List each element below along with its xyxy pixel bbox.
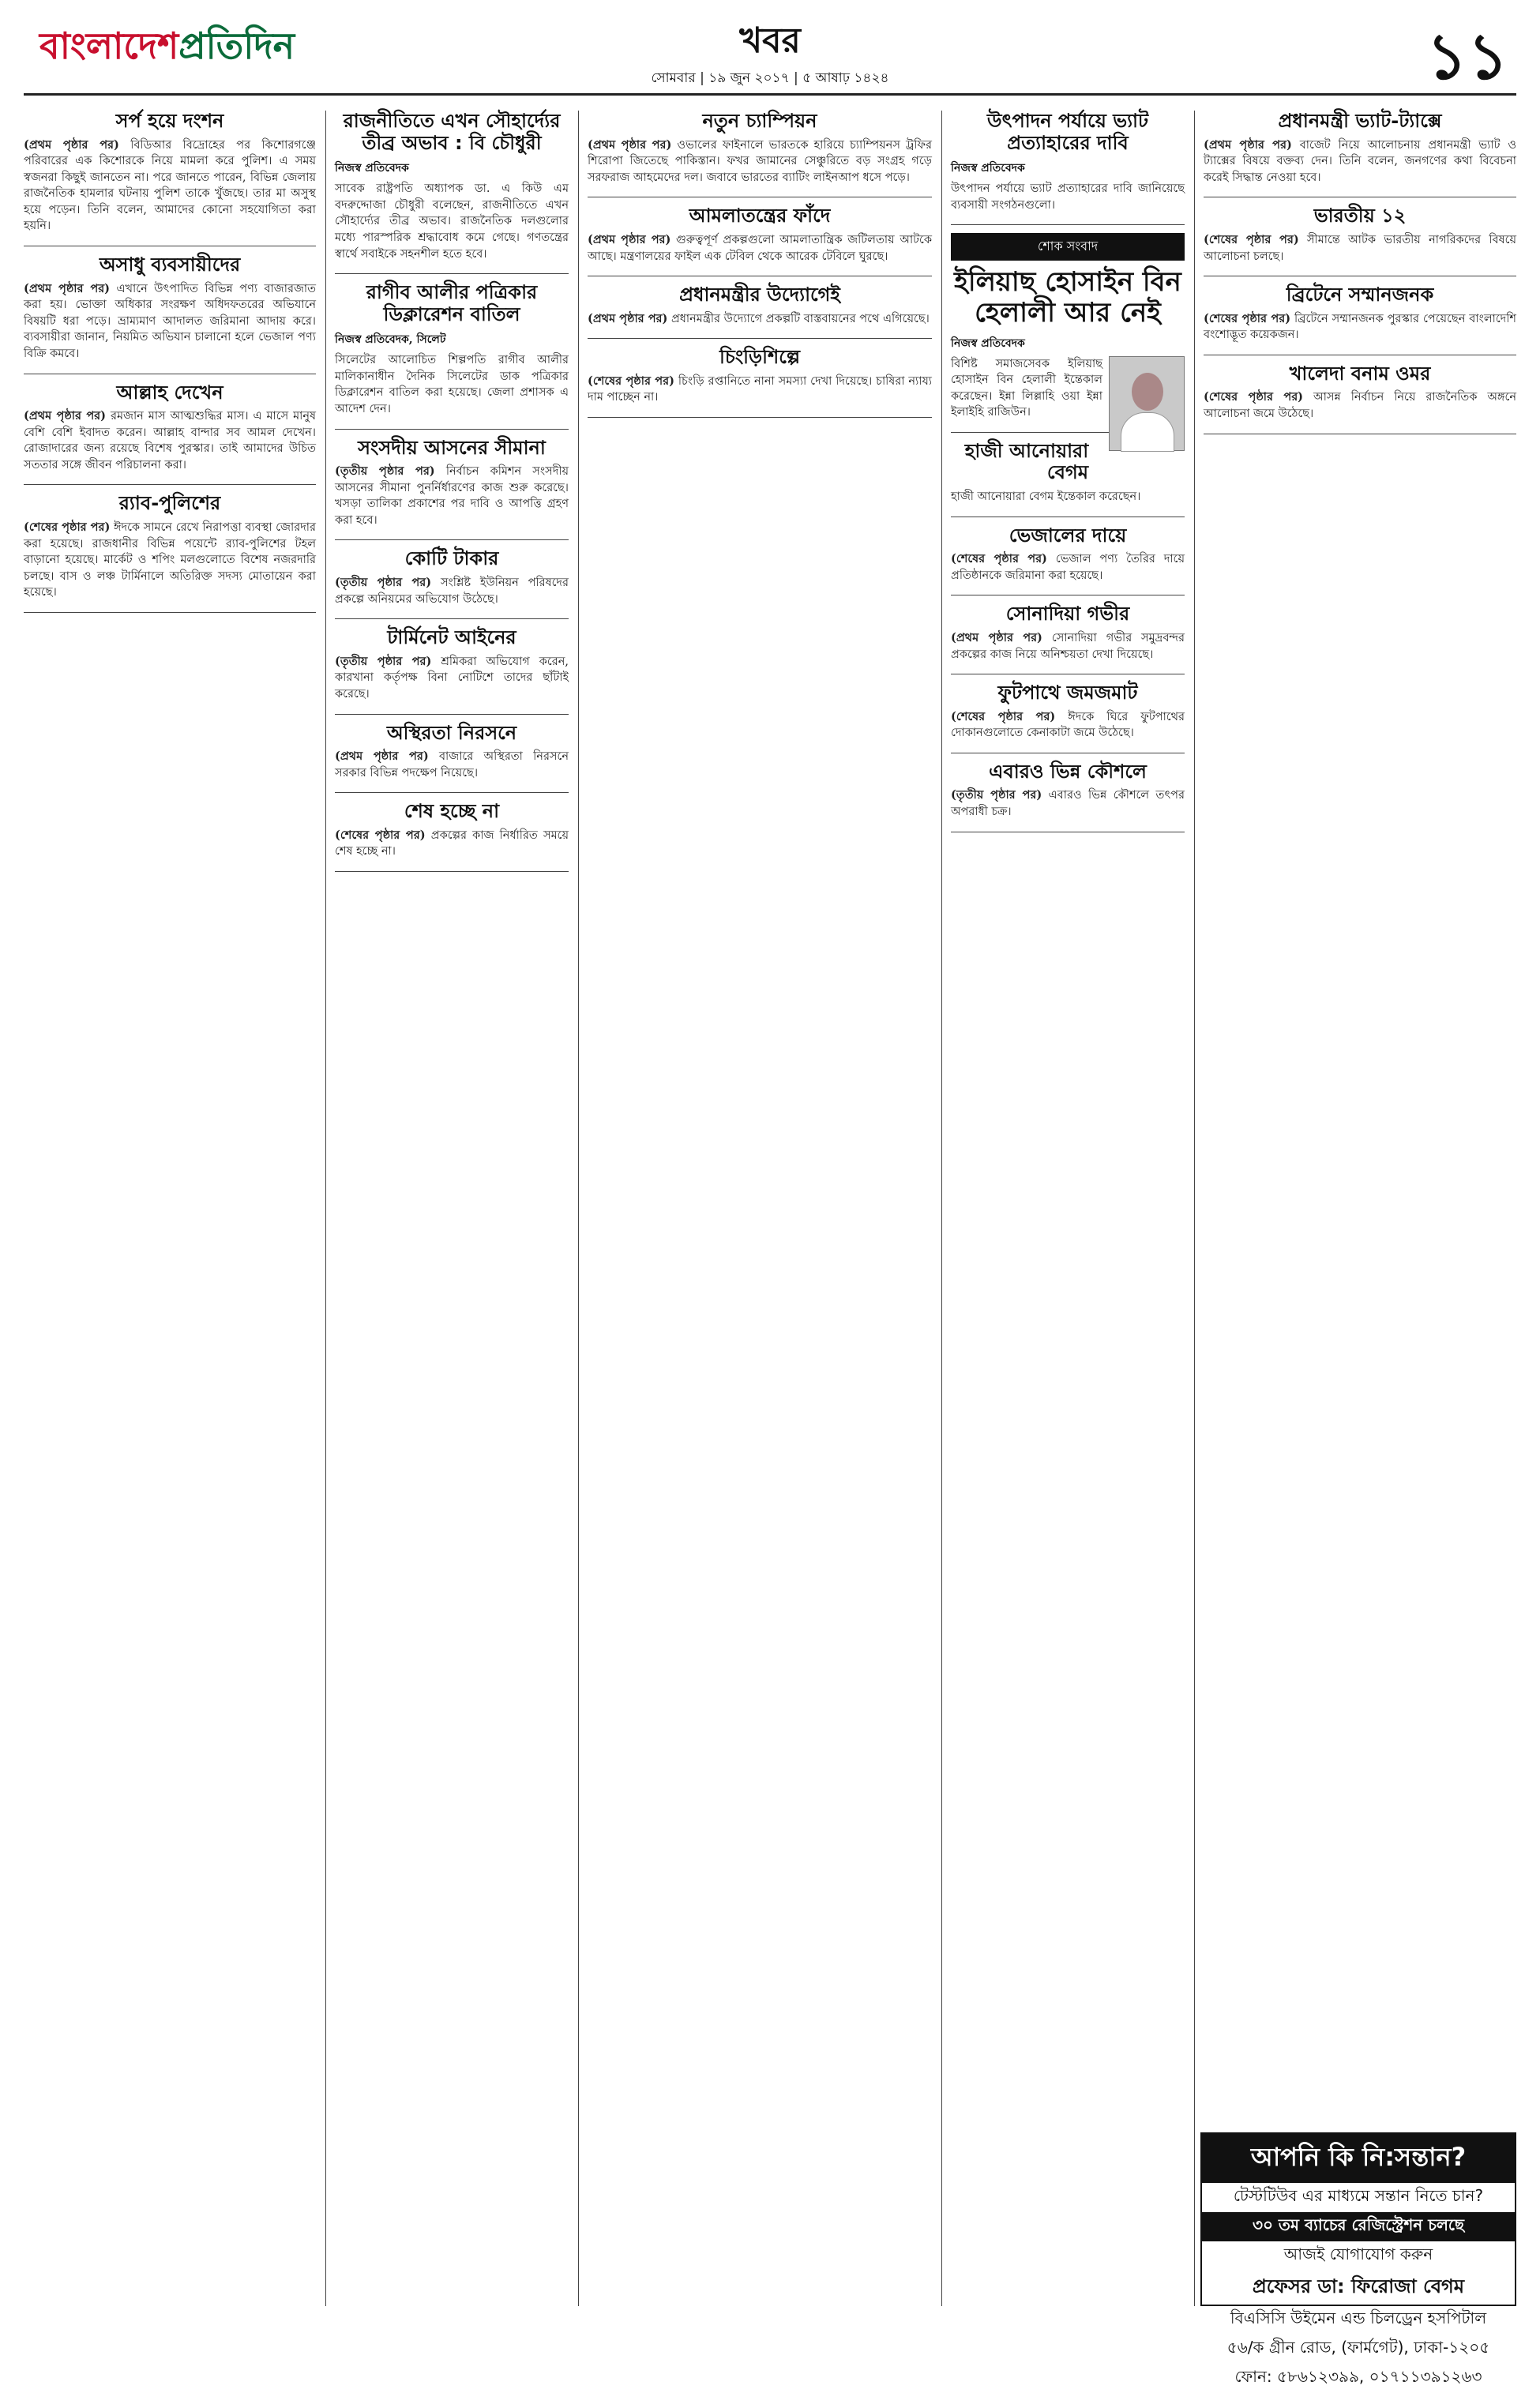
story-body: [335, 749, 569, 781]
story-text: আসন্ন নির্বাচন নিয়ে রাজনৈতিক অঙ্গনে আলোচনা জমে উঠেছে।: [1204, 391, 1516, 420]
story-divider: [588, 417, 932, 418]
story-body: [1204, 311, 1516, 344]
story-headline: ভারতীয় ১২: [1313, 205, 1407, 227]
story-text: ব্রিটেনে সম্মানজনক পুরস্কার পেয়েছেন বাংলাদেশি বংশোদ্ভূত কয়েকজন।: [1204, 312, 1517, 342]
story-body: [588, 232, 932, 265]
story-headline: আমলাতন্ত্রের ফাঁদে: [689, 205, 831, 227]
story-divider: [335, 714, 569, 715]
story-body: [951, 181, 1185, 213]
story-byline: নিজস্ব প্রতিবেদক, সিলেট: [335, 333, 446, 347]
story-jump-label: (প্রথম পৃষ্ঠার পর): [951, 630, 1042, 644]
story-text: সীমান্তে আটক ভারতীয় নাগরিকদের বিষয়ে আলোচনা চলছে।: [1204, 233, 1516, 263]
story-jump-label: (তৃতীয় পৃষ্ঠার পর): [335, 654, 432, 668]
story-text: উৎপাদন পর্যায়ে ভ্যাট প্রত্যাহারের দাবি জানিয়েছে ব্যবসায়ী সংগঠনগুলো।: [951, 182, 1185, 212]
story-headline: রাগীব আলীর পত্রিকার ডিক্লারেশন বাতিল: [366, 281, 538, 325]
column-4: [951, 111, 1185, 2306]
story-divider: [335, 429, 569, 430]
news-story: [588, 205, 932, 265]
obituary-banner: শোক সংবাদ: [951, 233, 1185, 261]
story-jump-label: (তৃতীয় পৃষ্ঠার পর): [951, 788, 1042, 802]
story-divider: [335, 792, 569, 793]
story-byline: নিজস্ব প্রতিবেদক: [951, 336, 1025, 350]
column-2: [335, 111, 569, 2306]
column-divider: [941, 111, 942, 2306]
news-story: [24, 111, 316, 235]
story-headline: খালেদা বনাম ওমর: [1289, 362, 1431, 385]
news-story: [24, 382, 316, 474]
story-jump-label: (শেষের পৃষ্ঠার পর): [24, 520, 111, 535]
news-story: [951, 111, 1185, 213]
story-text: সিলেটের আলোচিত শিল্পপতি রাগীব আলীর মালিকানাধীন দৈনিক সিলেটের ডাক পত্রিকার ডিক্লারেশন বাতিল করা হয়েছে। জেলা প্রশাসক এ আদেশ দেন।: [335, 354, 569, 415]
story-body: [24, 520, 316, 601]
story-body: [1204, 232, 1516, 265]
news-story: [335, 801, 569, 860]
story-body: [588, 311, 932, 328]
news-story: [588, 284, 932, 327]
story-body: [335, 828, 569, 860]
story-body: [335, 464, 569, 528]
ad-line: ৩০ তম ব্যাচের রেজিস্ট্রেশন চলছে: [1202, 2212, 1515, 2241]
news-story: [951, 682, 1185, 742]
story-body: [588, 374, 932, 406]
ad-doctor: প্রফেসর ডা: ফিরোজা বেগম: [1252, 2275, 1465, 2297]
ad-address: ৫৬/ক গ্রীন রোড, (ফার্মগেট), ঢাকা-১২০৫: [1226, 2338, 1490, 2357]
story-text: ভেজাল পণ্য তৈরির দায়ে প্রতিষ্ঠানকে জরিমানা করা হয়েছে।: [951, 553, 1185, 582]
news-story: [1204, 284, 1516, 344]
news-story: [335, 111, 569, 262]
story-headline: র‌্যাব-পুলিশের: [118, 492, 221, 515]
story-jump-label: (শেষের পৃষ্ঠার পর): [1204, 311, 1291, 325]
logo-part1: বাংলাদেশ: [39, 24, 179, 67]
story-jump-label: (প্রথম পৃষ্ঠার পর): [1204, 137, 1292, 152]
story-jump-label: (প্রথম পৃষ্ঠার পর): [24, 137, 119, 152]
ad-hospital: বিএসিসি উইমেন এন্ড চিলড্রেন হসপিটাল: [1230, 2308, 1487, 2327]
column-5: [1204, 111, 1516, 2117]
news-story: [335, 438, 569, 529]
story-headline: কোটি টাকার: [404, 547, 499, 570]
story-body: [951, 489, 1185, 505]
story-body: [951, 630, 1185, 663]
story-jump-label: (শেষের পৃষ্ঠার পর): [1204, 390, 1304, 404]
story-text: বাজেট নিয়ে আলোচনায় প্রধানমন্ত্রী ভ্যাট ও ট্যাক্সের বিষয়ে বক্তব্য দেন। তিনি বলেন, জনগণের কথা বিবেচনা করেই সিদ্ধান্ত নেওয়া হবে।: [1204, 138, 1517, 184]
column-divider: [1194, 111, 1195, 2306]
story-jump-label: (শেষের পৃষ্ঠার পর): [588, 374, 674, 388]
story-body: [1204, 389, 1516, 422]
story-body: [24, 281, 316, 363]
story-jump-label: (প্রথম পৃষ্ঠার পর): [24, 409, 107, 423]
story-text: সোনাদিয়া গভীর সমুদ্রবন্দর প্রকল্পের কাজ নিয়ে অনিশ্চয়তা দেখা দিয়েছে।: [951, 631, 1185, 661]
story-body: [24, 137, 316, 235]
story-headline: সর্প হয়ে দংশন: [115, 110, 224, 132]
story-body: [335, 181, 569, 262]
story-text: এখানে উৎপাদিত বিভিন্ন পণ্য বাজারজাত করা হয়। ভোক্তা অধিকার সংরক্ষণ অধিদফতরের অভিযানে বিষয়টি ধরা পড়ে। ভ্রাম্যমাণ আদালত জরিমানা আদায় করে। ব্যবসায়ীরা জানান, নিয়মিত অভিযান চালানো হলে ভেজাল পণ্য বিক্রি কমবে।: [24, 282, 317, 360]
story-jump-label: (শেষের পৃষ্ঠার পর): [951, 552, 1047, 566]
story-body: [1204, 137, 1516, 186]
story-jump-label: (তৃতীয় পৃষ্ঠার পর): [335, 464, 435, 479]
story-divider: [335, 539, 569, 540]
story-headline: প্রধানমন্ত্রী ভ্যাট-ট্যাক্সে: [1278, 110, 1442, 132]
story-text: বাজারে অস্থিরতা নিরসনে সরকার বিভিন্ন পদক্ষেপ নিয়েছে।: [335, 750, 569, 780]
story-headline: অস্থিরতা নিরসনে: [386, 721, 517, 744]
ad-phone: ফোন: ৫৮৬১২৩৯৯, ০১৭১১৩৯১২৬৩: [1234, 2367, 1482, 2386]
news-story: [1204, 111, 1516, 186]
story-divider: [588, 338, 932, 339]
story-headline: এবারও ভিন্ন কৌশলে: [989, 760, 1147, 783]
news-story: [335, 282, 569, 418]
dateline: সোমবার | ১৯ জুন ২০১৭ | ৫ আষাঢ় ১৪২৪: [651, 70, 889, 86]
story-headline: ব্রিটেনে সম্মানজনক: [1286, 284, 1434, 306]
news-story: [951, 761, 1185, 821]
news-story: [588, 111, 932, 186]
news-story: [24, 493, 316, 600]
story-text: ওভালের ফাইনালে ভারতকে হারিয়ে চ্যাম্পিয়নস ট্রফির শিরোপা জিতেছে পাকিস্তান। ফখর জামানের সেঞ্চুরিতে বড় সংগ্রহ গড়ে সরফরাজ আহমেদের দল। জবাবে ভারতের ব্যাটিং লাইনআপ ধসে পড়ে।: [588, 138, 933, 184]
news-story: [951, 233, 1185, 421]
story-body: [588, 137, 932, 186]
news-story: [24, 254, 316, 362]
story-headline: অসাধু ব্যবসায়ীদের: [99, 254, 241, 276]
story-text: ঈদকে সামনে রেখে নিরাপত্তা ব্যবস্থা জোরদার করা হয়েছে। রাজধানীর বিভিন্ন পয়েন্টে র‌্যাব-পুলিশের টহল বাড়ানো হয়েছে। মার্কেট ও শপিং মলগুলোতে বিশেষ নজরদারি চলছে। বাস ও লঞ্চ টার্মিনালে অতিরিক্ত সদস্য মোতায়েন করা হয়েছে।: [24, 521, 316, 599]
story-body: [951, 787, 1185, 820]
story-jump-label: (শেষের পৃষ্ঠার পর): [335, 828, 426, 842]
story-body: [951, 551, 1185, 584]
masthead-rule: [24, 93, 1516, 96]
story-headline: টার্মিনেট আইনের: [387, 626, 516, 649]
story-divider: [24, 612, 316, 613]
story-headline: ফুটপাথে জমজমাট: [997, 682, 1138, 704]
story-body: [335, 575, 569, 607]
story-jump-label: (প্রথম পৃষ্ঠার পর): [24, 281, 111, 295]
story-text: সংশ্লিষ্ট ইউনিয়ন পরিষদের প্রকল্পে অনিয়মের অভিযোগ উঠেছে।: [335, 577, 569, 606]
column-divider: [578, 111, 579, 2306]
news-story: [335, 723, 569, 782]
story-divider: [335, 618, 569, 619]
story-byline: নিজস্ব প্রতিবেদক: [951, 162, 1025, 175]
story-divider: [335, 273, 569, 274]
ad-line: আজই যোগাযোগ করুন: [1283, 2245, 1433, 2263]
story-text: এবারও ভিন্ন কৌশলে তৎপর অপরাধী চক্র।: [951, 789, 1185, 819]
story-headline: সংসদীয় আসনের সীমানা: [358, 436, 546, 459]
ad-headline: আপনি কি নি:সন্তান?: [1202, 2134, 1515, 2183]
ad-line: টেস্টটিউব এর মাধ্যমে সন্তান নিতে চান?: [1233, 2186, 1484, 2205]
story-text: প্রধানমন্ত্রীর উদ্যোগে প্রকল্পটি বাস্তবায়নের পথে এগিয়েছে।: [670, 312, 930, 325]
news-story: [335, 548, 569, 607]
story-headline: হাজী আনোয়ারা বেগম: [964, 439, 1089, 484]
story-headline: সোনাদিয়া গভীর: [1005, 603, 1130, 625]
story-headline: উৎপাদন পর্যায়ে ভ্যাট প্রত্যাহারের দাবি: [986, 110, 1149, 154]
news-story: [951, 603, 1185, 663]
section-name: খবর: [739, 21, 801, 61]
masthead: [24, 11, 1516, 93]
story-headline: শেষ হচ্ছে না: [404, 800, 500, 823]
portrait-photo: [1109, 356, 1185, 451]
news-story: [588, 347, 932, 406]
story-headline: ভেজালের দায়ে: [1009, 524, 1127, 547]
story-text: গুরুত্বপূর্ণ প্রকল্পগুলো আমলাতান্ত্রিক জটিলতায় আটকে আছে। মন্ত্রণালয়ের ফাইল এক টেবিল থেকে আরেক টেবিলে ঘুরছে।: [588, 233, 932, 263]
story-text: হাজী আনোয়ারা বেগম ইন্তেকাল করেছেন।: [951, 490, 1141, 504]
story-divider: [951, 224, 1185, 225]
news-story: [951, 525, 1185, 584]
story-text: প্রকল্পের কাজ নির্ধারিত সময়ে শেষ হচ্ছে না।: [335, 828, 569, 858]
story-body: [24, 408, 316, 473]
story-text: সাবেক রাষ্ট্রপতি অধ্যাপক ডা. এ কিউ এম বদরুদ্দোজা চৌধুরী বলেছেন, রাজনীতিতে এখন সৌহার্দ্যের তীব্র অভাব। রাজনৈতিক দলগুলোর মধ্যে পারস্পরিক শ্রদ্ধাবোধ কমে গেছে। গণতন্ত্রের স্বার্থে সবাইকে সহনশীল হতে হবে।: [335, 182, 569, 261]
story-body: [951, 709, 1185, 742]
news-story: [1204, 205, 1516, 265]
story-jump-label: (শেষের পৃষ্ঠার পর): [951, 709, 1056, 723]
story-text: বিশিষ্ট সমাজসেবক ইলিয়াছ হোসাইন বিন হেলালী ইন্তেকাল করেছেন। ইন্না লিল্লাহি ওয়া ইন্না ইলাইহি রাজিউন।: [951, 357, 1102, 419]
story-jump-label: (প্রথম পৃষ্ঠার পর): [588, 311, 668, 325]
advertisement: [1200, 2132, 1516, 2386]
story-text: নির্বাচন কমিশন সংসদীয় আসনের সীমানা পুনর্নির্ধারণের কাজ শুরু করেছে। খসড়া তালিকা প্রকাশের পর দাবি ও আপত্তি গ্রহণ করা হবে।: [335, 465, 569, 527]
story-jump-label: (শেষের পৃষ্ঠার পর): [1204, 232, 1299, 246]
story-headline: ইলিয়াছ হোসাইন বিন হেলালী আর নেই: [954, 266, 1181, 329]
story-text: চিংড়ি রপ্তানিতে নানা সমস্যা দেখা দিয়েছে। চাষিরা ন্যায্য দাম পাচ্ছেন না।: [588, 374, 932, 404]
story-text: ঈদকে ঘিরে ফুটপাথের দোকানগুলোতে কেনাকাটা জমে উঠেছে।: [951, 710, 1185, 740]
story-headline: নতুন চ্যাম্পিয়ন: [702, 110, 817, 132]
story-text: বিডিআর বিদ্রোহের পর কিশোরগঞ্জে পরিবারের এক কিশোরকে নিয়ে মামলা করে পুলিশ। এ সময় স্বজনরা কিছুই জানতেন না। পরে জানতে পারেন, বিভিন্ন জেলায় রাজনৈতিক হামলার ঘটনায় পুলিশ তাকে খুঁজছে। তার মা অসুস্থ হয়ে পড়েন। তিনি বলেন, আমাদের কোনো সহযোগিতা করা হয়নি।: [24, 138, 317, 233]
story-jump-label: (প্রথম পৃষ্ঠার পর): [588, 232, 671, 246]
column-3: [588, 111, 932, 2306]
story-divider: [335, 871, 569, 872]
story-jump-label: (প্রথম পৃষ্ঠার পর): [588, 137, 672, 152]
story-byline: নিজস্ব প্রতিবেদক: [335, 162, 409, 175]
story-headline: প্রধানমন্ত্রীর উদ্যোগেই: [679, 284, 840, 306]
story-text: শ্রমিকরা অভিযোগ করেন, কারখানা কর্তৃপক্ষ বিনা নোটিশে তাদের ছাঁটাই করেছে।: [335, 655, 569, 701]
news-story: [335, 627, 569, 702]
story-text: রমজান মাস আত্মশুদ্ধির মাস। এ মাসে মানুষ বেশি বেশি ইবাদত করেন। আল্লাহ বান্দার সব আমল দেখেন। রোজাদারের জন্য রয়েছে বিশেষ পুরস্কার। তাই আমাদের উচিত সততার সঙ্গে জীবন পরিচালনা করা।: [24, 410, 317, 471]
column-divider: [325, 111, 326, 2306]
story-body: [335, 654, 569, 703]
story-body: [951, 356, 1185, 421]
story-body: [335, 352, 569, 417]
story-headline: রাজনীতিতে এখন সৌহার্দ্যের তীব্র অভাব : বি চৌধুরী: [343, 110, 561, 154]
story-jump-label: (প্রথম পৃষ্ঠার পর): [335, 749, 429, 764]
logo-part2: প্রতিদিন: [178, 24, 295, 67]
story-jump-label: (তৃতীয় পৃষ্ঠার পর): [335, 576, 432, 590]
page-number: ১১: [1426, 20, 1508, 93]
column-1: [24, 111, 316, 2306]
news-story: [1204, 363, 1516, 423]
story-headline: চিংড়িশিল্পে: [719, 346, 800, 369]
story-divider: [24, 484, 316, 485]
story-headline: আল্লাহ দেখেন: [116, 381, 223, 404]
